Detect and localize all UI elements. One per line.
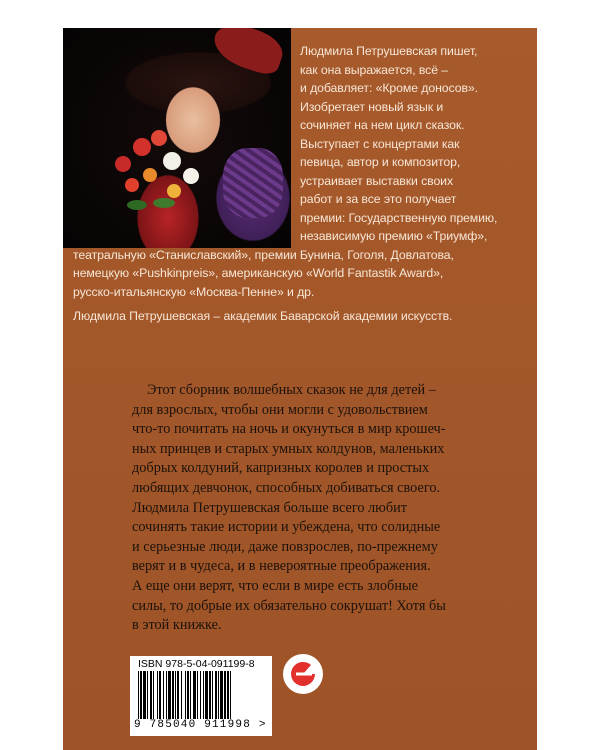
barcode-bar xyxy=(193,671,196,719)
blurb-line: и серьезные люди, даже повзрослев, по-прежнему xyxy=(132,538,438,555)
barcode-panel xyxy=(130,656,272,736)
barcode-bar xyxy=(150,671,152,719)
barcode-bar xyxy=(187,671,189,719)
blurb-line: любящих девчонок, способных добиваться своего. xyxy=(132,479,441,496)
barcode-bar xyxy=(197,671,198,719)
bio-line: работ и за все это получает xyxy=(300,192,457,206)
blurb-line: верят и в чудеса, и в невероятные преображения. xyxy=(132,558,431,575)
barcode xyxy=(136,671,266,721)
blurb-line: А еще они верят, что если в мире есть злобные xyxy=(132,577,418,594)
barcode-bar xyxy=(220,671,223,719)
barcode-bar xyxy=(190,671,191,719)
barcode-bar xyxy=(181,671,182,719)
isbn-text: ISBN 978-5-04-091199-8 xyxy=(138,658,255,670)
barcode-tail: > xyxy=(258,719,267,731)
barcode-bar xyxy=(172,671,174,719)
barcode-bar xyxy=(157,671,158,719)
barcode-digits: 9 785040 911998 xyxy=(134,719,252,731)
barcode-bar xyxy=(175,671,176,719)
barcode-bar xyxy=(185,671,186,719)
bio-line: премии: Государственную премию, xyxy=(300,211,498,225)
bio-last-line: Людмила Петрушевская – академик Баварской академии искусств. xyxy=(73,309,453,323)
barcode-number xyxy=(134,719,270,731)
bio-line: русско-итальянскую «Москва-Пенне» и др. xyxy=(73,285,315,299)
barcode-bar xyxy=(224,671,226,719)
barcode-bar xyxy=(230,671,231,719)
barcode-bar xyxy=(138,671,139,719)
blurb-line: Этот сборник волшебных сказок не для детей – xyxy=(147,382,436,398)
blurb-line: добрых колдуний, капризных королев и простых xyxy=(132,460,430,477)
barcode-bar xyxy=(215,671,217,719)
barcode-bar xyxy=(153,671,154,719)
barcode-bar xyxy=(140,671,142,719)
blurb-line: для взрослых, чтобы они могли с удовольствием xyxy=(132,401,428,418)
bio-line: Выступает с концертами как xyxy=(300,137,460,151)
barcode-bar xyxy=(218,671,219,719)
bio-line: как она выражается, всё – xyxy=(300,63,448,77)
author-bio xyxy=(0,0,600,360)
barcode-bar xyxy=(166,671,167,719)
book-blurb xyxy=(132,381,492,636)
barcode-graphic xyxy=(136,671,266,721)
bio-line: театральную «Станиславский», премии Бунина, Гоголя, Довлатова, xyxy=(73,248,454,262)
barcode-bar xyxy=(212,671,213,719)
barcode-bar xyxy=(200,671,201,719)
barcode-bar xyxy=(147,671,148,719)
barcode-bar xyxy=(209,671,211,719)
barcode-bar xyxy=(227,671,229,719)
bio-line: немецкую «Pushkinpreis», американскую «World Fantastik Award», xyxy=(73,266,444,280)
bio-line: сочиняет на нем цикл сказок. xyxy=(300,118,465,132)
barcode-bar xyxy=(143,671,146,719)
bio-line: и добавляет: «Кроме доносов». xyxy=(300,81,478,95)
bio-line: Людмила Петрушевская пишет, xyxy=(300,44,478,58)
barcode-bar xyxy=(205,671,208,719)
bio-line: устраивает выставки своих xyxy=(300,174,454,188)
barcode-bar xyxy=(159,671,161,719)
barcode-bar xyxy=(177,671,179,719)
blurb-line: ных принцев и старых умных колдунов, маленьких xyxy=(132,440,445,457)
barcode-bar xyxy=(203,671,204,719)
blurb-line: Людмила Петрушевская больше всего любит xyxy=(132,499,408,516)
barcode-bar xyxy=(168,671,171,719)
bio-line: независимую премию «Триумф», xyxy=(300,229,488,243)
bio-line: Изобретает новый язык и xyxy=(300,100,444,114)
blurb-line: что-то почитать на ночь и окунуться в мир крошеч- xyxy=(132,421,446,438)
publisher-e-logo xyxy=(281,652,325,696)
bio-line: певица, автор и композитор, xyxy=(300,155,461,169)
blurb-line: сочинять такие истории и убеждена, что солидные xyxy=(132,519,441,536)
barcode-bar xyxy=(163,671,164,719)
blurb-line: в этой книжке. xyxy=(132,617,222,634)
blurb-line: силы, то добрые их обязательно сокрушат! Хотя бы xyxy=(132,597,446,614)
